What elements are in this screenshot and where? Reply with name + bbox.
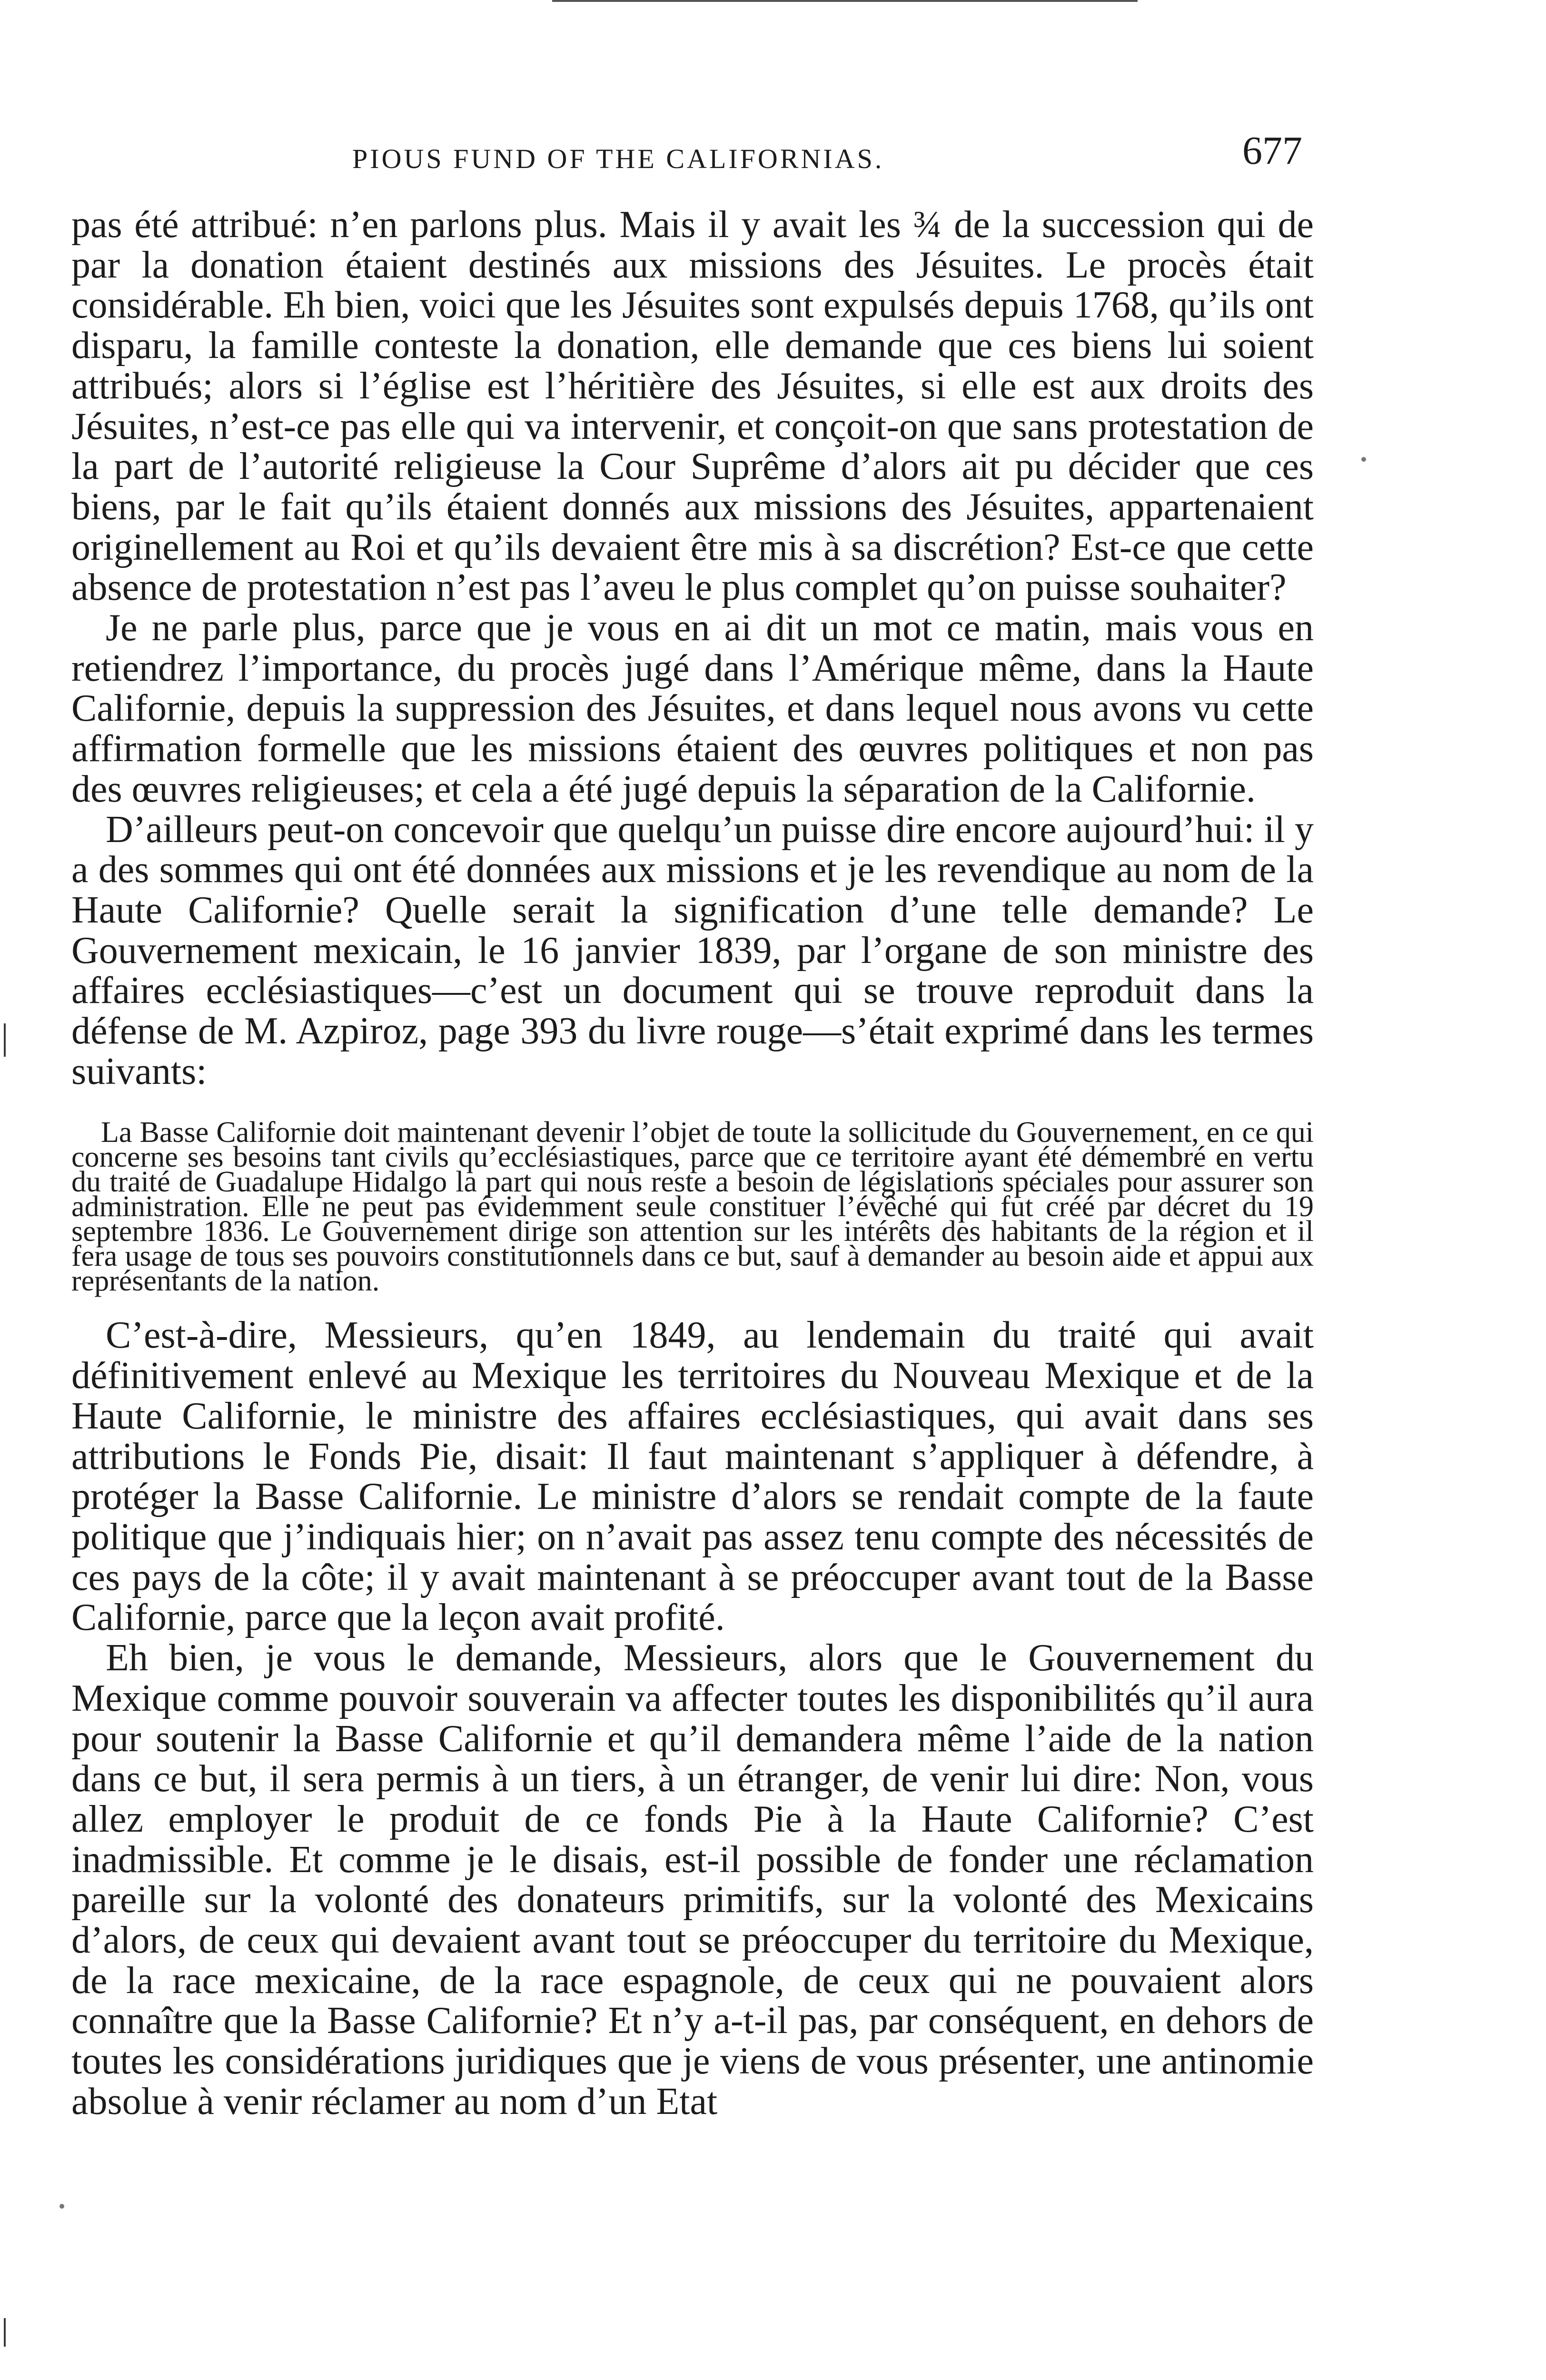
paragraph-continued: pas été attribué: n’en parlons plus. Mais il y avait les ¾ de la succession qui de par la donation étaient destinés aux missions des Jésuites. Le procès était considérable. Eh bien, voici que les Jésuites sont expulsés depuis 1768, qu’ils ont disparu, la famille conteste la donation, elle demande que ces biens lui soient attribués; alors si l’église est l’héritière des Jésuites, si elle est aux droits des Jésuites, n’est-ce pas elle qui va intervenir, et conçoit-on que sans protestation de la part de l’autorité religieuse la Cour Suprême d’alors ait pu décider que ces biens, par le fait qu’ils étaient donnés aux missions des Jésuites, appartenaient originellement au Roi et qu’ils devaient être mis à sa discrétion? Est-ce que cette absence de protestation n’est pas l’aveu le plus complet qu’on puisse souhaiter? bbox=[71, 204, 1314, 609]
scan-edge-line bbox=[552, 0, 1138, 2]
scan-margin-mark bbox=[4, 2318, 6, 2347]
scan-speck bbox=[1361, 457, 1366, 462]
scan-speck bbox=[59, 2204, 64, 2209]
paragraph: D’ailleurs peut-on concevoir que quelqu’un puisse dire encore aujourd’hui: il y a des sommes qui ont été données aux missions et je les revendique au nom de la Haute Californie? Quelle serait la signification d’une telle demande? Le Gouvernement mexicain, le 16 janvier 1839, par l’organe de son ministre des affaires ecclésiastiques—c’est un document qui se trouve reproduit dans la défense de M. Azpiroz, page 393 du livre rouge—s’était exprimé dans les termes suivants: bbox=[71, 808, 1314, 1092]
running-head: PIOUS FUND OF THE CALIFORNIAS. bbox=[352, 143, 884, 174]
paragraph: Je ne parle plus, parce que je vous en ai dit un mot ce matin, mais vous en retiendrez l’importance, du procès jugé dans l’Amérique même, dans la Haute Californie, depuis la suppression des Jésuites, et dans lequel nous avons vu cette affirmation formelle que les missions étaient des œuvres politiques et non pas des œuvres religieuses; et cela a été jugé depuis la séparation de la Californie. bbox=[71, 607, 1314, 810]
paragraph: C’est-à-dire, Messieurs, qu’en 1849, au lendemain du traité qui avait définitivement enlevé au Mexique les territoires du Nouveau Mexique et de la Haute Californie, le ministre des affaires ecclésiastiques, qui avait dans ses attributions le Fonds Pie, disait: Il faut maintenant s’appliquer à défendre, à protéger la Basse Californie. Le ministre d’alors se rendait compte de la faute politique que j’indiquais hier; on n’avait pas assez tenu compte des nécessités de ces pays de la côte; il y avait maintenant à se préoccuper avant tout de la Basse Californie, parce que la leçon avait profité. bbox=[71, 1314, 1314, 1639]
page-number: 677 bbox=[1242, 129, 1302, 173]
scan-margin-mark bbox=[4, 1023, 6, 1057]
body-text bbox=[71, 205, 1314, 2122]
paragraph: Eh bien, je vous le demande, Messieurs, alors que le Gouvernement du Mexique comme pouvoir souverain va affecter toutes les disponibilités qu’il aura pour soutenir la Basse Californie et qu’il demandera même l’aide de la nation dans ce but, il sera permis à un tiers, à un étranger, de venir lui dire: Non, vous allez employer le produit de ce fonds Pie à la Haute Californie? C’est inadmissible. Et comme je le disais, est-il possible de fonder une réclamation pareille sur la volonté des donateurs primitifs, sur la volonté des Mexicains d’alors, de ceux qui devaient avant tout se préoccuper du territoire du Mexique, de la race mexicaine, de la race espagnole, de ceux qui ne pouvaient alors connaître que la Basse Californie? Et n’y a-t-il pas, par conséquent, en dehors de toutes les considérations juridiques que je viens de vous présenter, une antinomie absolue à venir réclamer au nom d’un Etat bbox=[71, 1637, 1314, 2122]
block-quote: La Basse Californie doit maintenant devenir l’objet de toute la sollicitude du Gouvernement, en ce qui concerne ses besoins tant civils qu’ecclésiastiques, parce que ce territoire ayant été démembré en vertu du traité de Guadalupe Hidalgo la part qui nous reste a besoin de législations spéciales pour assurer son administration. Elle ne peut pas évidemment seule constituer l’évêché qui fut créé par décret du 19 septembre 1836. Le Gouvernement dirige son attention sur les intérêts des habitants de la région et il fera usage de tous ses pouvoirs constitutionnels dans ce but, sauf à demander au besoin aide et appui aux représentants de la nation. bbox=[71, 1116, 1314, 1298]
